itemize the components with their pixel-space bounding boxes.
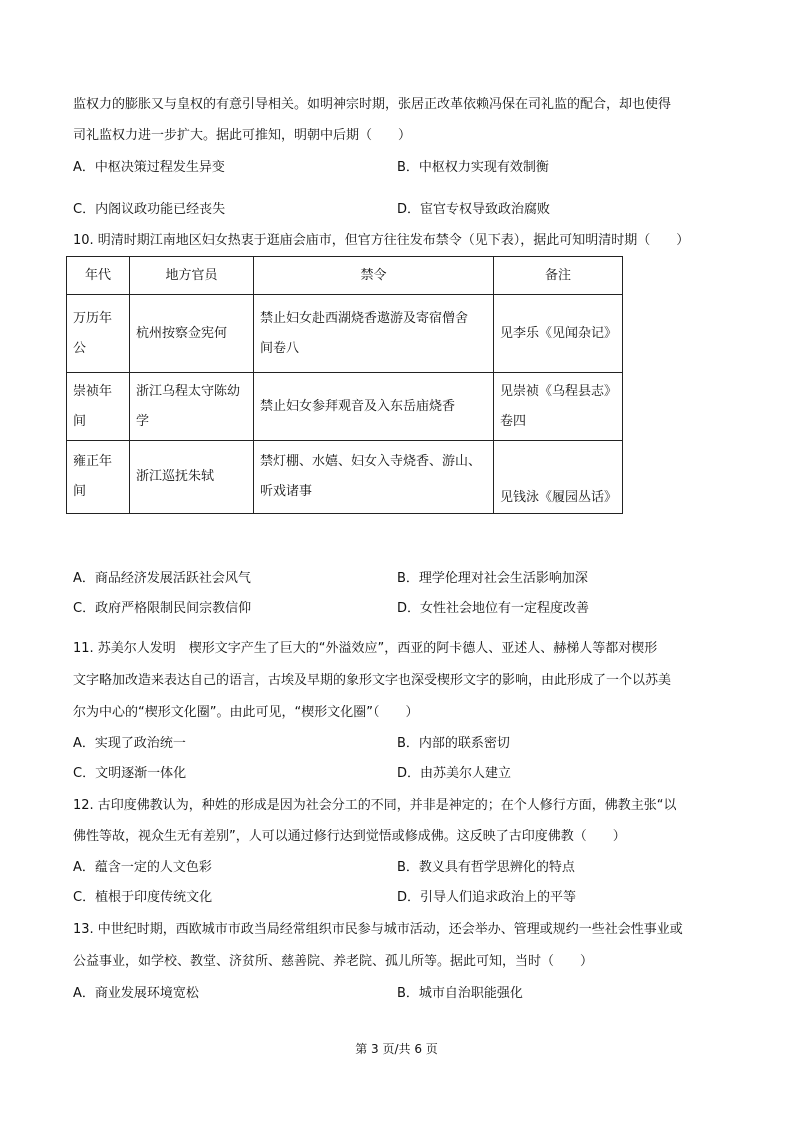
q12-option-b: B．教义具有哲学思辨化的特点 (397, 860, 575, 875)
q12-option-d: D．引导人们追求政治上的平等 (397, 890, 577, 905)
q10-option-a: A．商品经济发展活跃社会风气 (73, 571, 251, 586)
q9-option-c: C．内阁议政功能已经丧失 (73, 202, 226, 217)
table-cell: 见崇祯《乌程县志》卷四 (494, 373, 623, 441)
q12-stem-line-2: 佛性等故，视众生无有差别”，人可以通过修行达到觉悟或修成佛。这反映了古印度佛教（ ） (73, 829, 626, 844)
table-cell: 浙江巡抚朱轼 (130, 441, 254, 514)
q9-option-b: B．中枢权力实现有效制衡 (397, 160, 549, 175)
table-row (67, 373, 623, 441)
q9-option-d: D．宦官专权导致政治腐败 (397, 202, 551, 217)
q12-option-c: C．植根于印度传统文化 (73, 890, 213, 905)
q11-stem-line-1: 11. 苏美尔人发明 楔形文字产生了巨大的“外溢效应”，西亚的阿卡德人、亚述人、赫梯人等都对楔形 (73, 641, 658, 656)
table-cell: 雍正年间 (67, 441, 130, 514)
table-cell: 禁灯棚、水嬉、妇女入寺烧香、游山、听戏诸事 (254, 441, 494, 514)
page-footer: 第 3 页/共 6 页 (355, 1042, 438, 1056)
q10-stem: 10. 明清时期江南地区妇女热衷于逛庙会庙市，但官方往往发布禁令（见下表），据此可知明清时期（ ） (73, 233, 690, 248)
q13-option-b: B．城市自治职能强化 (397, 986, 523, 1001)
table-cell: 崇祯年间 (67, 373, 130, 441)
table-cell: 万历年公 (67, 295, 130, 373)
q9-stem-line-1: 监权力的膨胀又与皇权的有意引导相关。如明神宗时期，张居正改革依赖冯保在司礼监的配合，却也使得 (73, 97, 672, 112)
q13-option-a: A．商业发展环境宽松 (73, 986, 199, 1001)
table-cell: 禁止妇女赴西湖烧香遨游及寄宿僧舍 间卷八 (254, 295, 494, 373)
q12-option-a: A．蕴含一定的人文色彩 (73, 860, 212, 875)
table-cell: 见钱泳《履园丛话》 (494, 441, 623, 514)
q11-option-c: C．文明逐渐一体化 (73, 766, 187, 781)
table-header-cell: 禁令 (254, 257, 494, 295)
table-cell: 见李乐《见闻杂记》 (494, 295, 623, 373)
table-row (67, 295, 623, 373)
q10-option-d: D．女性社会地位有一定程度改善 (397, 601, 590, 616)
q9-option-a: A．中枢决策过程发生异变 (73, 160, 225, 175)
table-header-cell: 地方官员 (130, 257, 254, 295)
table-header-cell: 年代 (67, 257, 130, 295)
q10-table (66, 256, 623, 514)
q10-option-c: C．政府严格限制民间宗教信仰 (73, 601, 252, 616)
table-row (67, 441, 623, 514)
q11-option-a: A．实现了政治统一 (73, 736, 186, 751)
q10-option-b: B．理学伦理对社会生活影响加深 (397, 571, 588, 586)
table-cell: 禁止妇女参拜观音及入东岳庙烧香 (254, 373, 494, 441)
q11-option-b: B．内部的联系密切 (397, 736, 510, 751)
table-cell: 杭州按察佥宪何 (130, 295, 254, 373)
q13-stem-line-2: 公益事业，如学校、教堂、济贫所、慈善院、养老院、孤儿所等。据此可知，当时（ ） (73, 954, 594, 969)
table-header-row (67, 257, 623, 295)
q12-stem-line-1: 12. 古印度佛教认为，种姓的形成是因为社会分工的不同，并非是神定的；在个人修行方面，佛教主张“以 (73, 798, 677, 813)
q9-stem-line-2: 司礼监权力进一步扩大。据此可推知，明朝中后期（ ） (73, 128, 412, 143)
q11-stem-line-2: 文字略加改造来表达自己的语言，古埃及早期的象形文字也深受楔形文字的影响，由此形成了一个以苏美 (73, 673, 672, 688)
q13-stem-line-1: 13. 中世纪时期，西欧城市市政当局经常组织市民参与城市活动，还会举办、管理或规约一些社会性事业或 (73, 922, 683, 937)
q11-option-d: D．由苏美尔人建立 (397, 766, 512, 781)
table-cell: 浙江乌程太守陈幼学 (130, 373, 254, 441)
table-header-cell: 备注 (494, 257, 623, 295)
q11-stem-line-3: 尔为中心的“楔形文化圈”。由此可见，“楔形文化圈”（ ） (73, 705, 419, 720)
